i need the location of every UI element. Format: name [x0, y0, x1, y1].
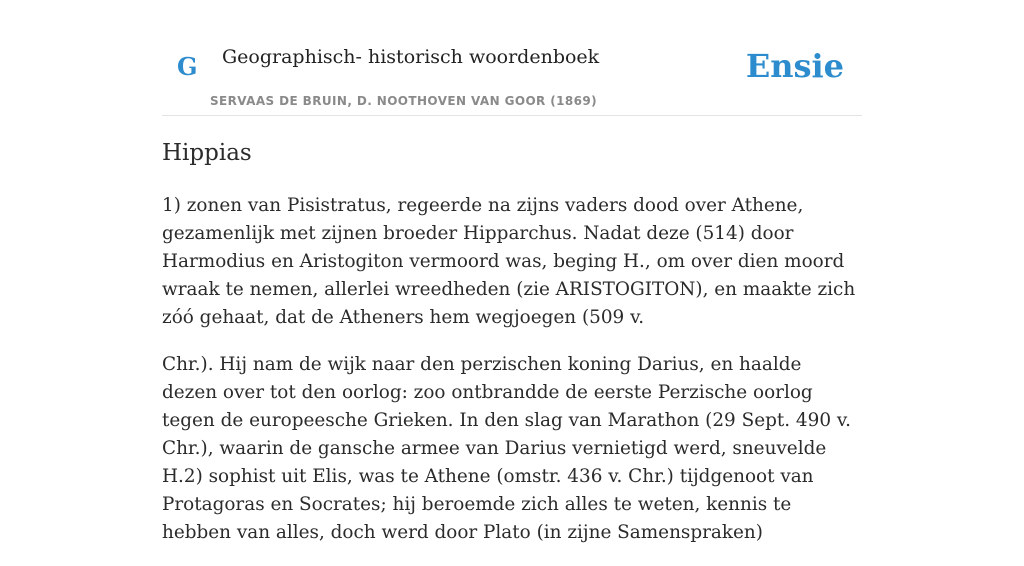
- entry-paragraph: 1) zonen van Pisistratus, regeerde na zijns vaders dood over Athene, gezamenlijk met zijnen broeder Hipparchus. Nadat deze (514) door Harmodius en Aristogiton vermoord was, beging H., om over dien moord wraak te nemen, allerlei wreedheden (zie ARISTOGITON), en maakte zich zóó gehaat, dat de Atheners hem wegjoegen (509 v.: [162, 195, 856, 328]
- letter-index-link[interactable]: G: [177, 52, 198, 81]
- entry-title: Hippias: [162, 140, 252, 166]
- page-header: [162, 0, 862, 116]
- ensie-logo-link[interactable]: Ensie: [745, 47, 844, 85]
- book-authors-year: SERVAAS DE BRUIN, D. NOOTHOVEN VAN GOOR (1869): [210, 94, 598, 108]
- entry-paragraph: Chr.). Hij nam de wijk naar den perzischen koning Darius, en haalde dezen over tot den oorlog: zoo ontbrandde de eerste Perzische oorlog tegen de europeesche Grieken. In den slag van Marathon (29 Sept. 490 v. Chr.), waarin de gansche armee van Darius vernietigd werd, sneuvelde H.2) sophist uit Elis, was te Athene (omstr. 436 v. Chr.) tijdgenoot van Protagoras en Socrates; hij beroemde zich alles te weten, kennis te hebben van alles, doch werd door Plato (in zijne Samenspraken): [162, 354, 851, 543]
- entry-content: [162, 192, 862, 566]
- book-title-link[interactable]: Geographisch- historisch woordenboek: [222, 46, 600, 68]
